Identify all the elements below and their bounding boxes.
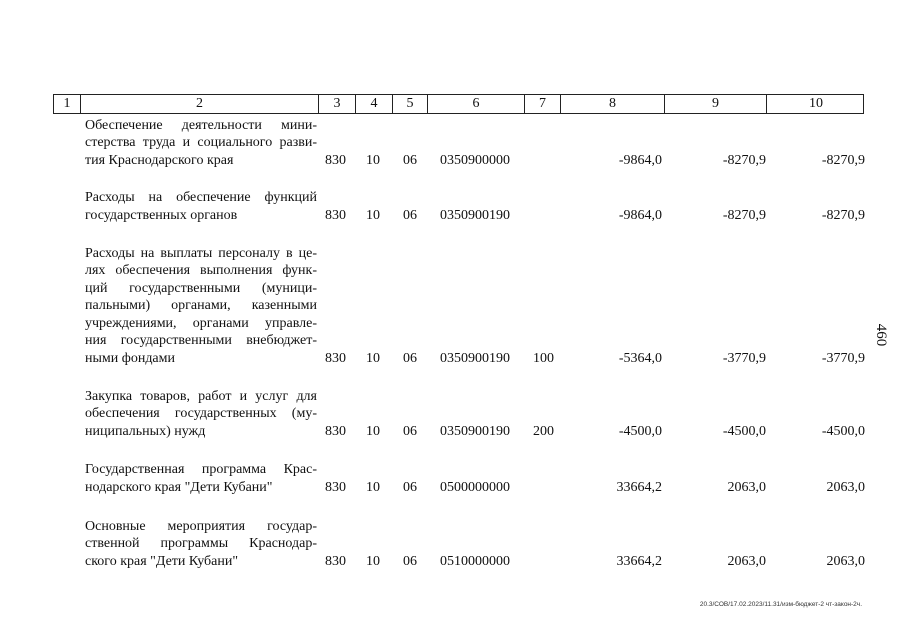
header-col-1: 1 <box>54 95 81 113</box>
cell-expense-type: 200 <box>533 423 554 439</box>
table-row <box>0 117 905 169</box>
header-col-7: 7 <box>525 95 561 113</box>
description-line: тия Краснодарского края <box>85 152 234 168</box>
cell-subsection: 06 <box>403 207 417 223</box>
header-col-2: 2 <box>81 95 319 113</box>
row-description <box>85 388 317 441</box>
cell-ministry-code: 830 <box>325 350 346 366</box>
cell-ministry-code: 830 <box>325 423 346 439</box>
description-line: ций государственными (муници- <box>85 280 317 296</box>
row-description <box>85 461 317 496</box>
header-col-9: 9 <box>665 95 767 113</box>
cell-amount-col9: -3770,9 <box>722 350 766 366</box>
description-line: учреждениями, органами управле- <box>85 315 317 331</box>
table-row <box>0 245 905 367</box>
table-header-row <box>53 94 864 114</box>
header-col-4: 4 <box>356 95 393 113</box>
cell-amount-col8: 33664,2 <box>616 553 662 569</box>
cell-amount-col10: -3770,9 <box>821 350 865 366</box>
cell-section: 10 <box>366 207 380 223</box>
description-line: ственной программы Краснодар- <box>85 536 317 551</box>
cell-amount-col8: -9864,0 <box>618 207 662 223</box>
description-line: пальными) органами, казенными <box>85 298 317 313</box>
cell-section: 10 <box>366 423 380 439</box>
description-line: ниципальных) нужд <box>85 423 206 439</box>
cell-amount-col8: -4500,0 <box>618 423 662 439</box>
cell-subsection: 06 <box>403 152 417 168</box>
row-description <box>85 117 317 170</box>
header-col-8: 8 <box>561 95 665 113</box>
cell-amount-col8: -9864,0 <box>618 152 662 168</box>
cell-target-article: 0510000000 <box>440 553 510 569</box>
description-line: Государственная программа Крас- <box>85 462 317 477</box>
cell-section: 10 <box>366 553 380 569</box>
description-line: государственных органов <box>85 207 238 223</box>
cell-subsection: 06 <box>403 479 417 495</box>
cell-amount-col10: 2063,0 <box>826 479 865 495</box>
cell-subsection: 06 <box>403 350 417 366</box>
cell-expense-type: 100 <box>533 350 554 366</box>
cell-target-article: 0500000000 <box>440 479 510 495</box>
cell-amount-col9: -8270,9 <box>722 207 766 223</box>
cell-amount-col9: 2063,0 <box>727 479 766 495</box>
header-col-10: 10 <box>809 96 823 111</box>
row-description <box>85 518 317 571</box>
cell-target-article: 0350900190 <box>440 350 510 366</box>
cell-ministry-code: 830 <box>325 553 346 569</box>
description-line: обеспечения государственных (му- <box>85 406 317 421</box>
cell-ministry-code: 830 <box>325 479 346 495</box>
description-line: Расходы на обеспечение функций <box>85 190 317 205</box>
cell-section: 10 <box>366 152 380 168</box>
cell-ministry-code: 830 <box>325 152 346 168</box>
description-line: ными фондами <box>85 350 176 366</box>
cell-target-article: 0350900190 <box>440 423 510 439</box>
cell-amount-col8: 33664,2 <box>616 479 662 495</box>
description-line: лях обеспечения выполнения функ- <box>85 263 317 278</box>
cell-target-article: 0350900190 <box>440 207 510 223</box>
description-line: Обеспечение деятельности мини- <box>85 117 317 133</box>
table-row <box>0 462 905 496</box>
header-col-3: 3 <box>319 95 356 113</box>
cell-amount-col9: -8270,9 <box>722 152 766 168</box>
description-line: ского края "Дети Кубани" <box>85 553 239 569</box>
row-description <box>85 189 317 224</box>
description-line: нодарского края "Дети Кубани" <box>85 479 273 495</box>
cell-amount-col8: -5364,0 <box>618 350 662 366</box>
description-line: ния государственными внебюджет- <box>85 333 317 348</box>
description-line: Закупка товаров, работ и услуг для <box>85 388 317 404</box>
cell-amount-col10: 2063,0 <box>826 553 865 569</box>
cell-section: 10 <box>366 350 380 366</box>
cell-target-article: 0350900000 <box>440 152 510 168</box>
cell-amount-col9: 2063,0 <box>727 553 766 569</box>
footer-document-ref: 20.3/СОВ/17.02.2023/11.31/изм-бюджет-2 чт-закон-2ч. <box>699 601 862 608</box>
description-line: Основные мероприятия государ- <box>85 518 317 534</box>
cell-subsection: 06 <box>403 553 417 569</box>
cell-amount-col10: -8270,9 <box>821 207 865 223</box>
cell-amount-col10: -8270,9 <box>821 152 865 168</box>
cell-subsection: 06 <box>403 423 417 439</box>
cell-amount-col10: -4500,0 <box>821 423 865 439</box>
table-row <box>0 518 905 570</box>
header-col-6: 6 <box>428 95 525 113</box>
cell-section: 10 <box>366 479 380 495</box>
page-number: 460 <box>873 323 889 347</box>
table-row <box>0 388 905 440</box>
table-row <box>0 190 905 224</box>
header-col-5: 5 <box>393 95 428 113</box>
row-description <box>85 245 317 368</box>
cell-ministry-code: 830 <box>325 207 346 223</box>
description-line: стерства труда и социального разви- <box>85 135 317 150</box>
cell-amount-col9: -4500,0 <box>722 423 766 439</box>
description-line: Расходы на выплаты персоналу в це- <box>85 245 317 261</box>
